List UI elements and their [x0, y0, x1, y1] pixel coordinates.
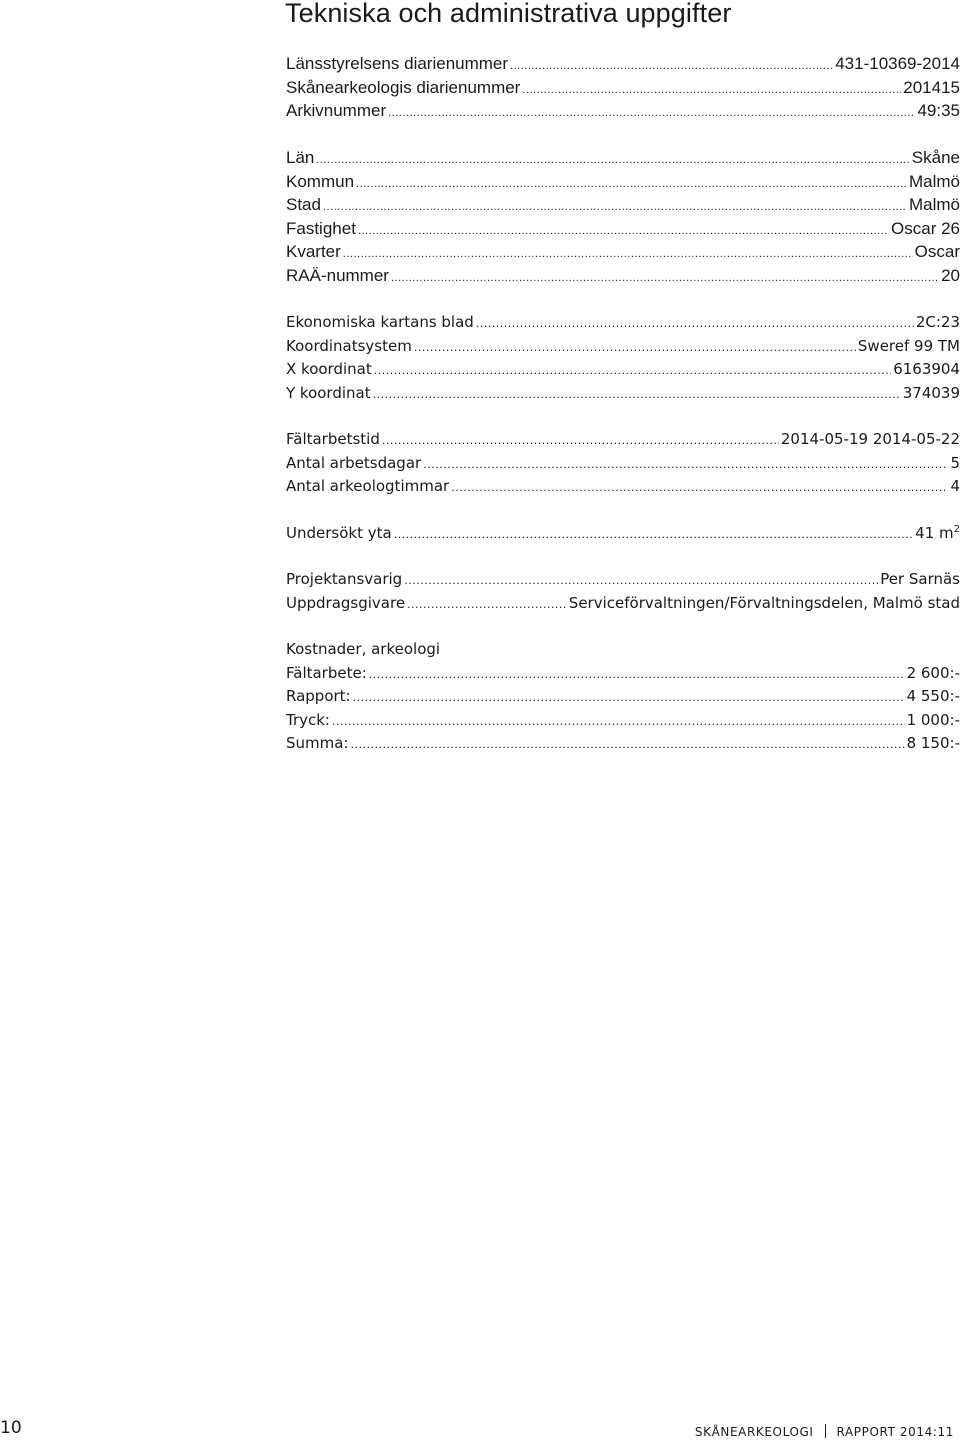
- row-lan: [286, 146, 960, 170]
- row-label: Län: [286, 148, 315, 167]
- row-value: 6163904: [893, 360, 960, 378]
- row-undersokt-yta: [286, 522, 960, 546]
- dot-leader: [316, 149, 909, 170]
- dot-leader: [343, 243, 913, 264]
- row-label: X koordinat: [286, 360, 372, 378]
- row-value: Oscar 26: [891, 218, 960, 238]
- row-label: Fältarbetstid: [286, 430, 380, 448]
- dot-leader: [369, 663, 905, 686]
- row-label: Y koordinat: [286, 383, 371, 402]
- dot-leader: [510, 55, 833, 76]
- row-value: Oscar: [914, 242, 960, 261]
- row-value: Serviceförvaltningen/Förvaltningsdelen, Malmö stad: [568, 593, 960, 612]
- dot-leader: [356, 173, 907, 194]
- surveyed-area: [286, 522, 960, 546]
- dot-leader: [407, 593, 567, 616]
- row-value: 374039: [902, 383, 960, 402]
- row-label: RAÄ-nummer: [286, 265, 389, 285]
- row-value: Sweref 99 TM: [857, 336, 960, 355]
- row-value: Malmö: [908, 171, 960, 191]
- row-label: Rapport:: [286, 687, 351, 705]
- row-value: 4: [950, 477, 960, 495]
- row-y-koordinat: [286, 382, 960, 406]
- row-label: Kommun: [286, 171, 355, 191]
- costs-heading: Kostnader, arkeologi: [286, 640, 441, 658]
- row-rapport-cost: [286, 685, 960, 709]
- row-label: Antal arbetsdagar: [286, 453, 422, 472]
- dot-leader: [414, 336, 856, 359]
- row-value: 431-10369-2014: [835, 54, 960, 73]
- row-koordinatsystem: [286, 335, 960, 359]
- row-antal-arbetsdagar: [286, 452, 960, 476]
- dot-leader: [332, 710, 905, 733]
- row-raa-nummer: [286, 264, 960, 288]
- row-arkivnummer: [286, 99, 960, 123]
- row-faltarbetstid: [286, 428, 960, 452]
- row-label: Uppdragsgivare: [286, 593, 406, 612]
- row-x-koordinat: [286, 358, 960, 382]
- page-title: Tekniska och administrativa uppgifter: [285, 0, 732, 28]
- dot-leader: [423, 453, 948, 476]
- row-label: Antal arkeologtimmar: [286, 477, 450, 495]
- row-tryck-cost: [286, 709, 960, 733]
- row-ekonomiska-kartans-blad: [286, 311, 960, 335]
- row-label: Skånearkeologis diarienummer: [286, 77, 521, 97]
- dot-leader: [391, 267, 939, 288]
- row-value: Skåne: [911, 148, 960, 167]
- row-value: 20: [941, 265, 960, 285]
- row-value: 4 550:-: [906, 687, 960, 705]
- dot-leader: [353, 686, 905, 709]
- running-footer: [695, 1424, 954, 1439]
- page-number: 10: [0, 1418, 22, 1438]
- costs-section: [286, 638, 960, 756]
- row-label: Arkivnummer: [286, 101, 387, 120]
- row-stad: [286, 193, 960, 217]
- coordinates: [286, 311, 960, 405]
- row-value: Per Sarnäs: [880, 570, 960, 588]
- dot-leader: [358, 220, 889, 241]
- row-label: Kvarter: [286, 242, 341, 261]
- dot-leader: [388, 102, 915, 123]
- row-uppdragsgivare: [286, 592, 960, 616]
- dot-leader: [323, 196, 907, 217]
- dot-leader: [404, 569, 878, 592]
- dot-leader: [373, 383, 901, 406]
- row-value: 1 000:-: [906, 710, 960, 729]
- dot-leader: [522, 79, 901, 100]
- row-skanearkeologis-diarienummer: [286, 76, 960, 100]
- row-fastighet: [286, 217, 960, 241]
- row-label: Projektansvarig: [286, 570, 403, 588]
- dot-leader: [382, 429, 779, 452]
- row-projektansvarig: [286, 568, 960, 592]
- row-value: Malmö: [908, 195, 960, 214]
- row-summa-cost: [286, 732, 960, 756]
- row-value: [915, 522, 960, 546]
- row-value: 5: [950, 453, 960, 472]
- row-label: Tryck:: [286, 710, 330, 729]
- registry-numbers: [286, 52, 960, 123]
- row-label: Koordinatsystem: [286, 336, 412, 355]
- row-label: Stad: [286, 195, 321, 214]
- row-antal-arkeologtimmar: [286, 475, 960, 499]
- row-label: Fältarbete:: [286, 663, 367, 682]
- dot-leader: [476, 312, 914, 335]
- row-label: Länsstyrelsens diarienummer: [286, 54, 509, 73]
- row-kommun: [286, 170, 960, 194]
- dot-leader: [351, 733, 905, 756]
- row-value: 2 600:-: [906, 663, 960, 682]
- row-lansstyrelsens-diarienummer: [286, 52, 960, 76]
- footer-separator: [825, 1424, 826, 1438]
- area-unit-exponent: 2: [953, 524, 960, 535]
- footer-publisher: SKÅNEARKEOLOGI: [694, 1425, 814, 1439]
- row-value: 201415: [903, 77, 960, 97]
- row-value: 49:35: [917, 101, 960, 120]
- row-kvarter: [286, 240, 960, 264]
- dot-leader: [374, 359, 891, 382]
- fieldwork: [286, 428, 960, 499]
- dot-leader: [394, 523, 913, 546]
- location-details: [286, 146, 960, 287]
- area-value: 41 m: [915, 524, 954, 542]
- row-value: 2C:23: [915, 313, 960, 331]
- responsibility: [286, 568, 960, 615]
- row-faltarbete-cost: [286, 662, 960, 686]
- row-value: 2014-05-19 2014-05-22: [780, 430, 960, 448]
- row-label: Undersökt yta: [286, 524, 392, 542]
- row-label: Fastighet: [286, 218, 356, 238]
- footer-report: RAPPORT 2014:11: [836, 1425, 954, 1439]
- row-label: Summa:: [286, 734, 349, 752]
- dot-leader: [451, 476, 948, 499]
- row-value: 8 150:-: [906, 734, 960, 752]
- row-label: Ekonomiska kartans blad: [286, 313, 474, 331]
